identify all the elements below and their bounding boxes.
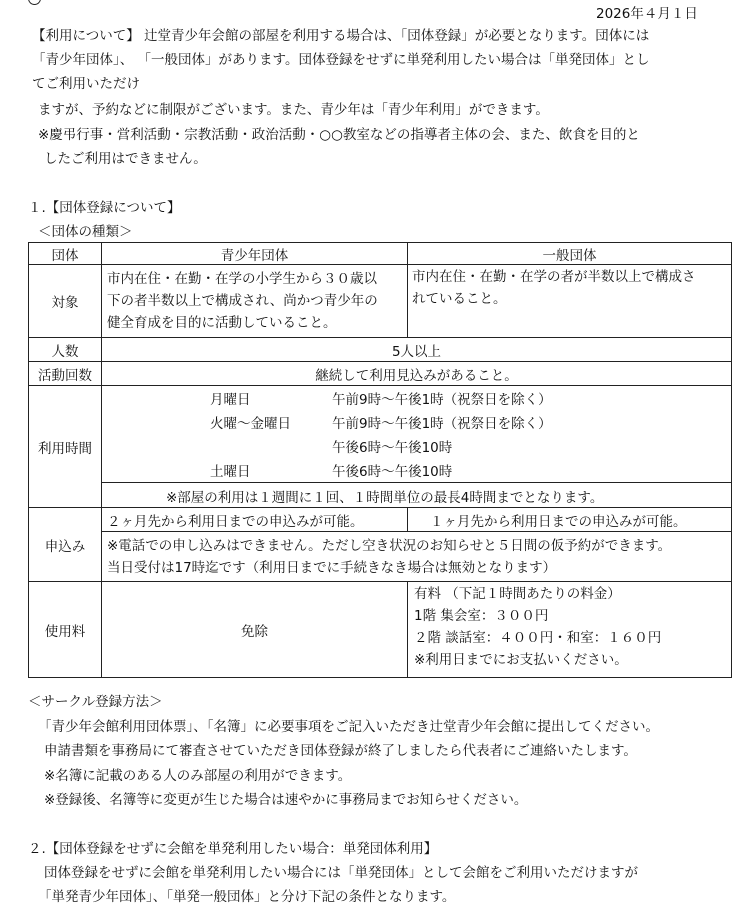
frequency-label: 活動回数 [29,362,102,386]
fee-row [29,582,732,678]
section1-heading: １.【団体登録について】 [28,200,181,216]
hours-row [29,386,732,508]
intro-line: したご利用はできません。 [44,151,207,167]
fee-label: 使用料 [29,582,102,678]
target-youth-line: 市内在住・在勤・在学の小学生から３０歳以 [107,271,377,287]
section2-line: 団体登録をせずに会館を単発利用したい場合には「単発団体」として会館をご利用いただけますが [44,865,638,881]
people-row [29,338,732,362]
intro-line: ますが、予約などに制限がございます。また、青少年は「青少年利用」ができます。 [38,102,549,118]
application-note: 当日受付は17時迄です（利用日までに手続きなき場合は無効となります） [107,559,557,576]
circle-line: ※登録後、名簿等に変更が生じた場合は速やかに事務局までお知らせください。 [44,792,528,808]
hours-time: 午後6時〜午後10時 [332,464,453,480]
application-note: ※電話での申し込みはできません。ただし空き状況のお知らせと５日間の仮予約ができます。 [107,537,672,554]
hours-label: 利用時間 [29,386,102,508]
target-general [408,265,732,338]
fee-general [408,582,732,678]
group-type-table [28,242,732,678]
application-notes [102,532,732,582]
intro-line: 「青少年団体」、 「一般団体」があります。団体登録をせずに単発利用したい場合は「単発団体」とし [32,52,650,68]
hours-day: 土曜日 [210,464,251,480]
circle-line: 申請書類を事務局にて審査させていただき団体登録が終了しましたら代表者にご連絡いたします。 [44,743,637,759]
intro-line: てご利用いただけ [32,76,140,92]
hours-cell [102,386,732,508]
intro-line: ※慶弔行事・営利活動・宗教活動・政治活動・○○教室などの指導者主体の会、また、飲食を目的と [38,127,640,143]
fee-general-line: ２階 談話室：４００円・和室：１６０円 [414,630,662,646]
application-row-1 [29,508,732,532]
fee-general-line: 1階 集会室：３００円 [414,608,549,624]
table-header-row [29,243,732,265]
circle-mark [28,0,41,5]
application-label: 申込み [29,508,102,582]
hours-day: 火曜〜金曜日 [210,416,291,432]
frequency-value: 継続して利用見込みがあること。 [102,362,732,386]
hours-divider [102,482,731,483]
hours-time: 午後6時〜午後10時 [332,440,453,456]
header-youth: 青少年団体 [102,243,408,265]
header-group: 団体 [29,243,102,265]
target-general-line: れていること。 [412,291,507,307]
target-youth [102,265,408,338]
header-general: 一般団体 [408,243,732,265]
target-youth-line: 健全育成を目的に活動していること。 [107,315,337,331]
intro-line: 【利用について】 辻堂青少年会館の部屋を利用する場合は、「団体登録」が必要となります。団体には [32,28,650,44]
section2-line: 「単発青少年団体」、「単発一般団体」と分け下記の条件となります。 [38,889,456,905]
circle-line: ※名簿に記載のある人のみ部屋の利用ができます。 [44,768,352,784]
frequency-row [29,362,732,386]
document-date: 2026年４月１日 [596,6,698,22]
fee-general-line: ※利用日までにお支払いください。 [414,652,628,668]
people-value: 5人以上 [102,338,732,362]
people-label: 人数 [29,338,102,362]
circle-heading: ＜サークル登録方法＞ [28,694,163,710]
target-general-line: 市内在住・在勤・在学の者が半数以上で構成さ [412,269,696,285]
fee-youth: 免除 [102,582,408,678]
hours-day: 月曜日 [210,392,251,408]
target-row [29,265,732,338]
circle-line: 「青少年会館利用団体票」、「名簿」に必要事項をご記入いただき辻堂青少年会館に提出してください。 [38,719,659,735]
target-youth-line: 下の者半数以上で構成され、尚かつ青少年の [107,293,378,309]
hours-time: 午前9時〜午後1時（祝祭日を除く） [332,392,552,408]
section2-heading: ２.【団体登録をせずに会館を単発利用したい場合：単発団体利用】 [28,841,438,857]
fee-general-line: 有料 （下記１時間あたりの料金） [414,586,621,602]
section1-subheading: ＜団体の種類＞ [38,224,133,240]
application-row-2 [29,532,732,582]
hours-note: ※部屋の利用は１週間に１回、１時間単位の最長4時間までとなります。 [166,490,604,506]
application-general: １ヶ月先から利用日までの申込みが可能。 [408,508,732,532]
application-youth: ２ヶ月先から利用日までの申込みが可能。 [102,508,408,532]
hours-time: 午前9時〜午後1時（祝祭日を除く） [332,416,552,432]
target-label: 対象 [29,265,102,338]
